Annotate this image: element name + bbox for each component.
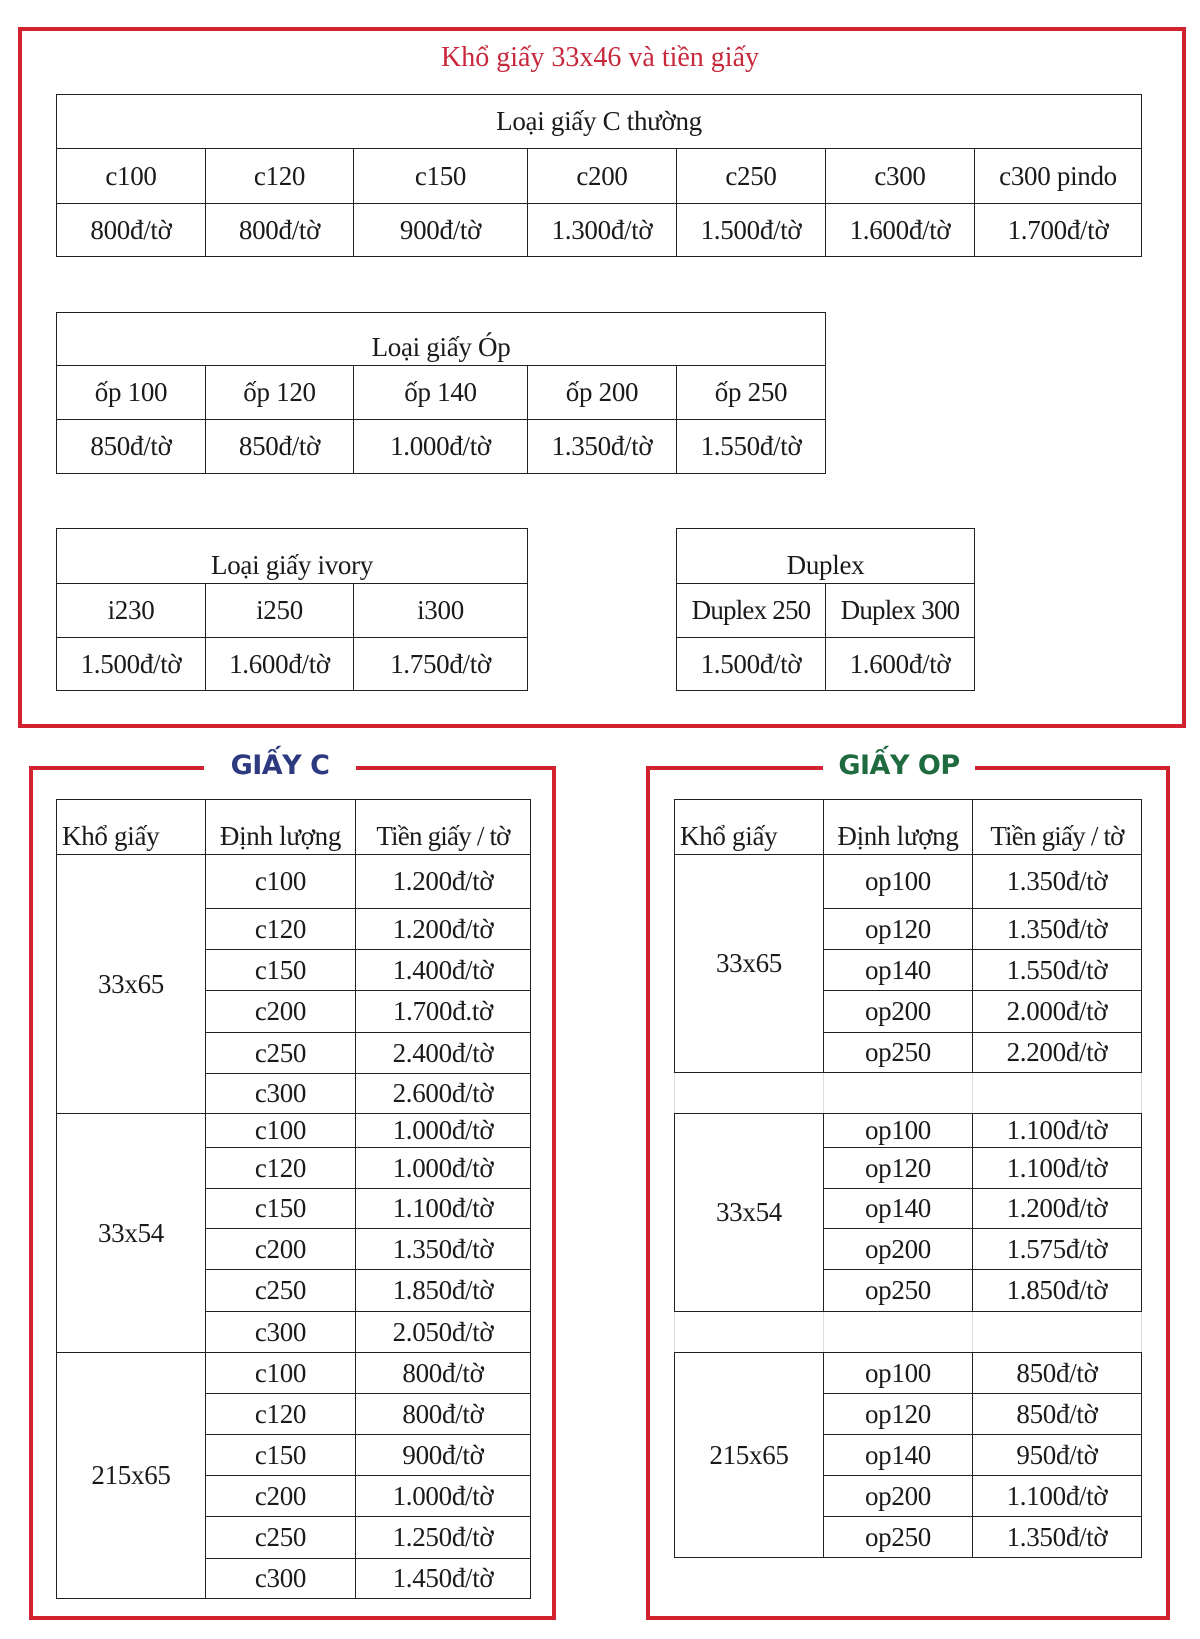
price-cell: 1.350đ/tờ: [973, 909, 1142, 950]
duplex-price-row: [677, 638, 975, 691]
price-cell: 1.500đ/tờ: [677, 638, 826, 691]
price-cell: 1.500đ/tờ: [677, 204, 826, 257]
spacer-cell: [824, 1312, 973, 1353]
giay-c-title: GIẤY C: [210, 750, 350, 781]
spacer-cell: [973, 1312, 1142, 1353]
price-cell: 1.200đ/tờ: [356, 909, 531, 950]
weight-cell: c300: [206, 1074, 356, 1114]
top-section-title: Khổ giấy 33x46 và tiền giấy: [440, 42, 760, 73]
price-cell: 800đ/tờ: [206, 204, 354, 257]
c-thuong-price-row: [57, 204, 1142, 257]
weight-cell: c200: [528, 149, 677, 204]
price-cell: 1.100đ/tờ: [973, 1476, 1142, 1517]
weight-cell: ốp 140: [354, 366, 528, 420]
ivory-heading: Loại giấy ivory: [57, 529, 528, 584]
spacer-cell: [675, 1312, 824, 1353]
price-cell: 1.200đ/tờ: [973, 1189, 1142, 1229]
price-cell: 800đ/tờ: [356, 1394, 531, 1435]
spacer-cell: [973, 1073, 1142, 1114]
weight-cell: c150: [206, 950, 356, 991]
weight-cell: c200: [206, 1476, 356, 1517]
price-cell: 850đ/tờ: [973, 1394, 1142, 1435]
weight-cell: ốp 120: [206, 366, 354, 420]
weight-cell: ốp 250: [677, 366, 826, 420]
op-heading: Loại giấy Óp: [57, 313, 826, 366]
spacer-row: [675, 1312, 1142, 1353]
price-cell: 1.100đ/tờ: [973, 1148, 1142, 1189]
spacer-cell: [675, 1073, 824, 1114]
size-cell: 215x65: [675, 1353, 824, 1558]
weight-cell: op250: [824, 1033, 973, 1073]
op-price-row: [57, 420, 826, 474]
weight-cell: c120: [206, 1394, 356, 1435]
weight-cell: op100: [824, 1353, 973, 1394]
price-cell: 1.350đ/tờ: [973, 1517, 1142, 1558]
giay-op-table: [674, 799, 1142, 1558]
size-cell: 33x54: [57, 1114, 206, 1353]
price-cell: 1.350đ/tờ: [528, 420, 677, 474]
price-cell: 1.100đ/tờ: [973, 1114, 1142, 1148]
size-cell: 33x54: [675, 1114, 824, 1312]
c-thuong-table: [56, 94, 1142, 257]
weight-cell: c120: [206, 1148, 356, 1189]
price-cell: 2.400đ/tờ: [356, 1033, 531, 1074]
price-cell: 1.500đ/tờ: [57, 638, 206, 691]
weight-cell: c250: [206, 1517, 356, 1559]
weight-cell: op100: [824, 855, 973, 909]
column-header-row: [57, 800, 531, 855]
weight-cell: c100: [206, 855, 356, 909]
price-cell: 1.600đ/tờ: [206, 638, 354, 691]
weight-cell: c200: [206, 1229, 356, 1270]
column-header-row: [675, 800, 1142, 855]
size-cell: 215x65: [57, 1353, 206, 1599]
duplex-header-row: [677, 584, 975, 638]
price-cell: 1.550đ/tờ: [973, 950, 1142, 991]
weight-cell: c100: [206, 1114, 356, 1148]
price-cell: 1.700đ.tờ: [356, 991, 531, 1033]
weight-cell: c150: [206, 1435, 356, 1476]
weight-cell: op200: [824, 1476, 973, 1517]
table-row: [675, 855, 1142, 909]
weight-cell: i230: [57, 584, 206, 638]
price-cell: 1.700đ/tờ: [975, 204, 1142, 257]
price-cell: 1.100đ/tờ: [356, 1189, 531, 1229]
price-cell: 1.000đ/tờ: [356, 1148, 531, 1189]
price-cell: 2.200đ/tờ: [973, 1033, 1142, 1073]
weight-cell: c300 pindo: [975, 149, 1142, 204]
price-cell: 800đ/tờ: [57, 204, 206, 257]
price-cell: 900đ/tờ: [356, 1435, 531, 1476]
weight-cell: op140: [824, 1435, 973, 1476]
price-cell: 800đ/tờ: [356, 1353, 531, 1394]
table-row: [57, 855, 531, 909]
price-cell: 1.400đ/tờ: [356, 950, 531, 991]
weight-cell: op120: [824, 909, 973, 950]
weight-cell: op140: [824, 1189, 973, 1229]
weight-cell: c200: [206, 991, 356, 1033]
size-cell: 33x65: [57, 855, 206, 1114]
weight-cell: c300: [826, 149, 975, 204]
ivory-header-row: [57, 584, 528, 638]
weight-cell: op250: [824, 1517, 973, 1558]
table-row: [675, 1353, 1142, 1394]
c-thuong-header-row: [57, 149, 1142, 204]
price-cell: 950đ/tờ: [973, 1435, 1142, 1476]
price-cell: 1.000đ/tờ: [354, 420, 528, 474]
weight-cell: c250: [206, 1033, 356, 1074]
weight-cell: c300: [206, 1312, 356, 1353]
weight-cell: ốp 200: [528, 366, 677, 420]
column-header: Khổ giấy: [57, 800, 206, 855]
price-cell: 1.200đ/tờ: [356, 855, 531, 909]
price-cell: 1.000đ/tờ: [356, 1476, 531, 1517]
weight-cell: c250: [206, 1270, 356, 1312]
weight-cell: Duplex 300: [826, 584, 975, 638]
ivory-table: [56, 528, 528, 691]
weight-cell: ốp 100: [57, 366, 206, 420]
weight-cell: c250: [677, 149, 826, 204]
weight-cell: op200: [824, 1229, 973, 1270]
price-cell: 1.350đ/tờ: [356, 1229, 531, 1270]
price-cell: 1.350đ/tờ: [973, 855, 1142, 909]
spacer-cell: [824, 1073, 973, 1114]
duplex-table: [676, 528, 975, 691]
price-cell: 1.250đ/tờ: [356, 1517, 531, 1559]
table-row: [57, 1114, 531, 1148]
price-cell: 2.000đ/tờ: [973, 991, 1142, 1033]
op-header-row: [57, 366, 826, 420]
giay-op-title: GIẤY OP: [823, 750, 975, 781]
price-cell: 850đ/tờ: [57, 420, 206, 474]
weight-cell: c150: [354, 149, 528, 204]
column-header: Định lượng: [206, 800, 356, 855]
weight-cell: op120: [824, 1148, 973, 1189]
price-cell: 850đ/tờ: [973, 1353, 1142, 1394]
price-cell: 1.300đ/tờ: [528, 204, 677, 257]
weight-cell: op200: [824, 991, 973, 1033]
price-cell: 2.050đ/tờ: [356, 1312, 531, 1353]
duplex-heading: Duplex: [677, 529, 975, 584]
weight-cell: op250: [824, 1270, 973, 1312]
weight-cell: i300: [354, 584, 528, 638]
column-header: Tiền giấy / tờ: [973, 800, 1142, 855]
weight-cell: c120: [206, 149, 354, 204]
weight-cell: op140: [824, 950, 973, 991]
price-cell: 1.850đ/tờ: [356, 1270, 531, 1312]
weight-cell: c120: [206, 909, 356, 950]
column-header: Định lượng: [824, 800, 973, 855]
weight-cell: i250: [206, 584, 354, 638]
price-cell: 1.550đ/tờ: [677, 420, 826, 474]
c-thuong-heading: Loại giấy C thường: [57, 95, 1142, 149]
weight-cell: c100: [57, 149, 206, 204]
price-cell: 1.450đ/tờ: [356, 1559, 531, 1599]
weight-cell: op120: [824, 1394, 973, 1435]
table-row: [57, 1353, 531, 1394]
table-row: [675, 1114, 1142, 1148]
price-cell: 900đ/tờ: [354, 204, 528, 257]
price-cell: 850đ/tờ: [206, 420, 354, 474]
price-cell: 1.575đ/tờ: [973, 1229, 1142, 1270]
giay-c-table: [56, 799, 531, 1599]
price-cell: 1.600đ/tờ: [826, 204, 975, 257]
price-cell: 2.600đ/tờ: [356, 1074, 531, 1114]
weight-cell: c300: [206, 1559, 356, 1599]
column-header: Khổ giấy: [675, 800, 824, 855]
price-cell: 1.850đ/tờ: [973, 1270, 1142, 1312]
op-table: [56, 312, 826, 474]
weight-cell: c150: [206, 1189, 356, 1229]
size-cell: 33x65: [675, 855, 824, 1073]
price-cell: 1.000đ/tờ: [356, 1114, 531, 1148]
ivory-price-row: [57, 638, 528, 691]
weight-cell: c100: [206, 1353, 356, 1394]
weight-cell: op100: [824, 1114, 973, 1148]
weight-cell: Duplex 250: [677, 584, 826, 638]
price-cell: 1.750đ/tờ: [354, 638, 528, 691]
price-cell: 1.600đ/tờ: [826, 638, 975, 691]
column-header: Tiền giấy / tờ: [356, 800, 531, 855]
spacer-row: [675, 1073, 1142, 1114]
